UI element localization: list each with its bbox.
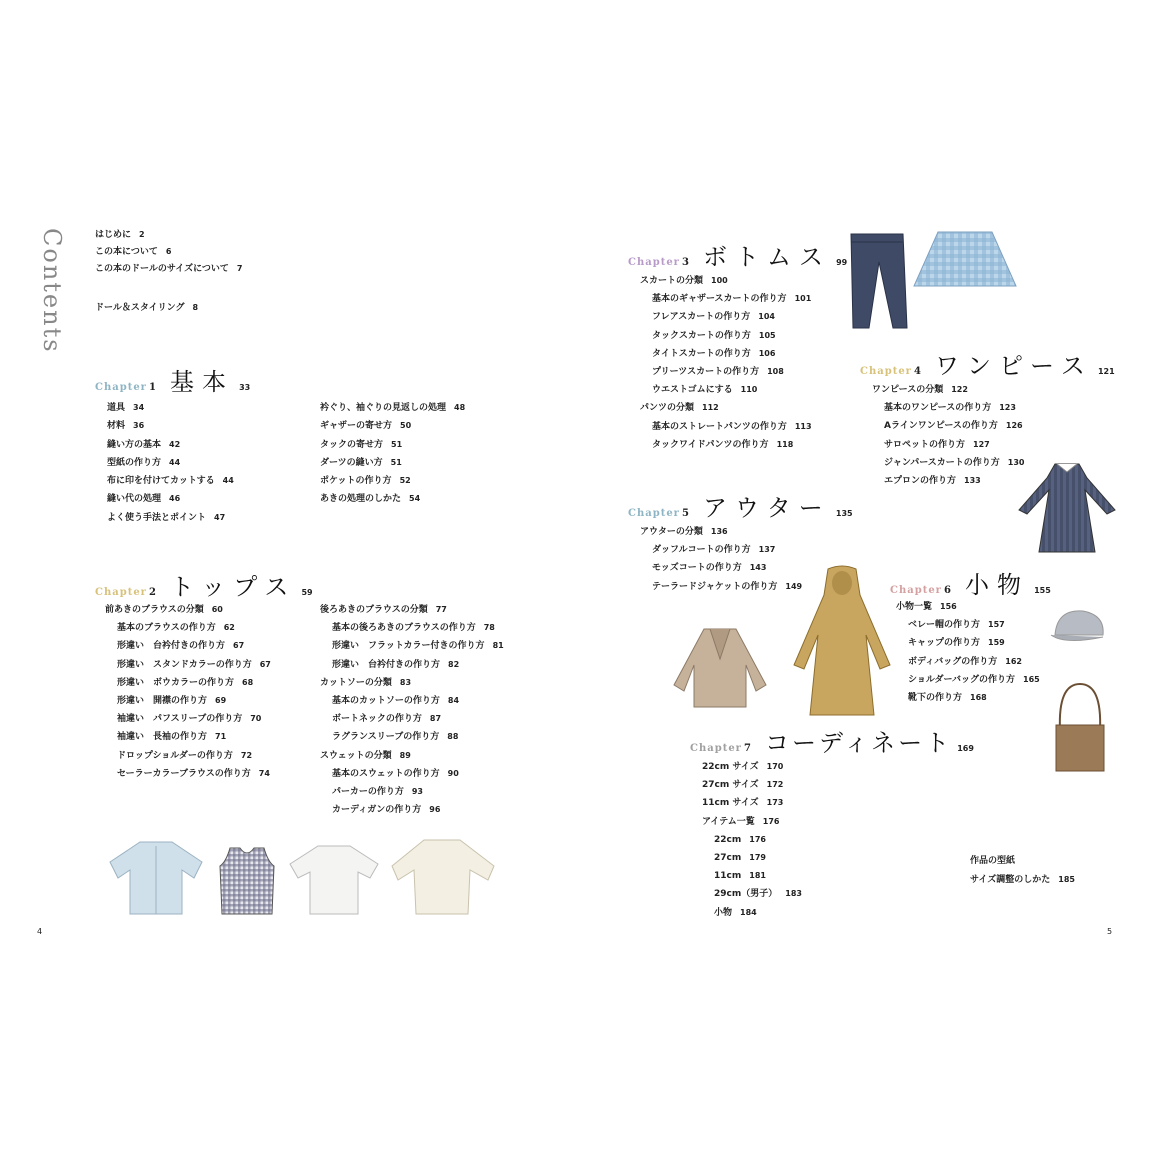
toc-entry-page: 78 [483, 623, 495, 633]
chapter-label: Chapter [628, 508, 680, 519]
chapter-number: 4 [913, 366, 922, 377]
chapter3-list [640, 272, 812, 454]
toc-entry [896, 634, 1040, 652]
page-number-right: 5 [1107, 927, 1113, 936]
chapter-label: Chapter [860, 366, 912, 377]
toc-entry [702, 758, 802, 776]
toc-entry [105, 637, 271, 655]
toc-entry-label: パンツの分類 [640, 403, 695, 414]
toc-entry-page: 83 [399, 677, 412, 687]
toc-entry-label: サロペットの作り方 [884, 439, 966, 450]
chapter-page: 135 [835, 509, 853, 518]
toc-entry-label: 形違い 台衿付きの作り方 [332, 659, 441, 670]
toc-entry-label: 形違い ボウカラーの作り方 [117, 677, 235, 688]
chapter2-col2 [320, 601, 504, 819]
toc-entry-label: 基本のブラウスの作り方 [117, 623, 216, 634]
toc-entry-page: 176 [762, 816, 780, 826]
toc-entry-label: あきの処理のしかた [320, 494, 402, 505]
chapter-number: 7 [743, 743, 752, 754]
chapter4-list [872, 381, 1024, 490]
chapter7-header [690, 723, 974, 758]
toc-entry-page: 100 [711, 276, 728, 285]
chapter-number: 2 [148, 587, 157, 598]
toc-entry-label: 基本のスウェットの作り方 [332, 768, 440, 779]
toc-entry-label: 11cm サイズ [702, 798, 759, 809]
toc-entry-label: カットソーの分類 [320, 677, 392, 688]
toc-entry-page: 2 [139, 230, 145, 239]
toc-entry-page: 52 [399, 476, 411, 486]
toc-entry-page: 69 [215, 695, 227, 705]
toc-entry-label: ダッフルコートの作り方 [652, 545, 751, 556]
toc-entry [872, 399, 1024, 417]
toc-entry [640, 436, 812, 454]
page-number-left: 4 [37, 927, 43, 936]
toc-entry-label: 前あきのブラウスの分類 [105, 605, 204, 615]
toc-entry-label: テーラードジャケットの作り方 [652, 581, 778, 592]
toc-entry [320, 674, 504, 692]
toc-entry-label: タックスカートの作り方 [652, 330, 751, 341]
toc-entry-label: ドール＆スタイリング [95, 303, 185, 313]
toc-entry-page: 101 [794, 294, 812, 304]
toc-entry-page: 149 [785, 581, 803, 591]
toc-entry [320, 472, 465, 490]
chapter5-list [640, 523, 802, 596]
toc-entry [320, 399, 465, 417]
toc-entry [320, 619, 504, 637]
toc-entry-label: 小物一覧 [896, 602, 933, 612]
toc-entry [105, 601, 271, 619]
toc-entry [320, 454, 465, 472]
toc-entry [896, 616, 1040, 634]
toc-entry-page: 36 [133, 421, 145, 431]
toc-entry [320, 801, 504, 819]
toc-entry-label: アウターの分類 [640, 527, 703, 537]
toc-entry-label: 22cm サイズ [702, 762, 759, 772]
vest-gingham-illustration [218, 844, 276, 916]
toc-entry [105, 619, 271, 637]
chapter2-col1 [105, 601, 271, 783]
toc-entry-page: 6 [165, 247, 172, 256]
toc-entry-page: 60 [211, 605, 223, 614]
toc-entry-label: 後ろあきのブラウスの分類 [320, 605, 428, 615]
toc-entry [702, 776, 802, 794]
toc-entry-page: 47 [214, 512, 226, 522]
toc-entry-page: 44 [169, 457, 181, 467]
tshirt-white-illustration [288, 842, 380, 918]
toc-entry-label: アイテム一覧 [702, 816, 755, 827]
toc-entry-page: 93 [411, 786, 423, 796]
toc-entry-label: スウェットの分類 [320, 750, 392, 761]
toc-entry-label: 型紙の作り方 [107, 457, 162, 468]
toc-entry-label: プリーツスカートの作り方 [652, 366, 760, 377]
toc-entry-label: ポケットの作り方 [320, 476, 392, 487]
toc-entry-page: 130 [1007, 457, 1025, 467]
toc-entry-page: 34 [133, 403, 145, 412]
toc-entry-label: カーディガンの作り方 [332, 805, 422, 816]
toc-entry [105, 747, 271, 765]
toc-entry-label: はじめに [95, 230, 132, 240]
toc-entry-page: 62 [223, 623, 235, 633]
chapter-page: 59 [301, 588, 313, 597]
chapter-label: Chapter [95, 587, 147, 598]
toc-entry [640, 381, 812, 399]
toc-entry-label: パーカーの作り方 [332, 786, 404, 797]
toc-entry-page: 70 [250, 714, 262, 724]
toc-entry-page: 108 [767, 366, 784, 376]
chapter-page: 155 [1034, 586, 1051, 595]
toc-entry-page: 137 [758, 545, 776, 555]
chapter-number: 5 [681, 508, 690, 519]
toc-entry-page: 112 [702, 403, 719, 413]
toc-entry-page: 156 [940, 602, 957, 611]
chapter1-col2 [320, 399, 465, 509]
toc-entry-label: ワンピースの分類 [872, 385, 944, 395]
toc-entry [896, 653, 1040, 671]
toc-entry [872, 381, 1024, 399]
toc-entry-label: ボディバッグの作り方 [908, 656, 998, 667]
toc-entry-label: エプロンの作り方 [884, 475, 957, 486]
toc-entry-page: 106 [758, 348, 776, 358]
toc-entry-page: 110 [740, 385, 758, 395]
chapter7-list [702, 758, 802, 922]
toc-entry-label: タックの寄せ方 [320, 439, 384, 450]
toc-entry [640, 290, 812, 308]
sweater-cream-illustration [388, 836, 498, 918]
toc-entry-page: 44 [222, 476, 234, 486]
toc-entry-page: 89 [399, 750, 411, 760]
toc-entry-page: 51 [391, 439, 403, 449]
chapter-title: アウター [703, 494, 831, 522]
toc-entry-page: 96 [429, 805, 441, 815]
chapter-label: Chapter [95, 382, 147, 393]
toc-entry-page: 133 [964, 475, 981, 485]
toc-entry [640, 559, 802, 577]
toc-entry-page: 82 [448, 659, 460, 669]
toc-entry-label: Aラインワンピースの作り方 [884, 421, 998, 432]
toc-entry [320, 601, 504, 619]
chapter6-list [896, 598, 1040, 707]
toc-entry-page: 170 [766, 762, 784, 771]
toc-entry-page: 42 [169, 439, 181, 449]
toc-entry [640, 345, 812, 363]
toc-entry-label: 基本のワンピースの作り方 [884, 403, 992, 414]
toc-entry-page: 176 [749, 834, 766, 844]
duffle-coat-illustration [790, 565, 895, 720]
chapter5-header [628, 488, 853, 523]
toc-entry-label: キャップの作り方 [908, 638, 981, 649]
toc-entry-label: ベレー帽の作り方 [908, 620, 981, 631]
toc-entry-label: 27cm [714, 852, 742, 863]
toc-entry [872, 454, 1024, 472]
toc-entry-label: 基本のカットソーの作り方 [332, 695, 440, 706]
toc-entry-page: 126 [1005, 421, 1023, 431]
toc-entry-page: 8 [192, 303, 199, 312]
chapter-number: 1 [148, 382, 157, 393]
toc-entry-label: ラグランスリーブの作り方 [332, 732, 440, 743]
toc-entry [640, 308, 812, 326]
toc-entry-page: 172 [766, 780, 784, 790]
toc-entry-label: 袖違い 長袖の作り方 [117, 732, 208, 743]
toc-entry-page: 157 [988, 620, 1005, 630]
toc-entry-label: 形違い スタンドカラーの作り方 [117, 659, 252, 670]
toc-entry [640, 272, 812, 290]
toc-entry-label: ショルダーバッグの作り方 [908, 674, 1016, 685]
toc-entry-page: 136 [710, 527, 728, 536]
toc-entry-label: 衿ぐり、袖ぐりの見返しの処理 [320, 403, 447, 413]
jeans-illustration [843, 232, 913, 332]
toc-entry [896, 671, 1040, 689]
toc-entry [105, 674, 271, 692]
toc-entry-page: 113 [794, 421, 812, 431]
chapter3-header [628, 237, 847, 272]
chapter4-header [860, 346, 1115, 381]
toc-entry-label: 縫い代の処理 [107, 494, 162, 505]
patterns-title: 作品の型紙 [970, 856, 1016, 866]
toc-entry-page: 118 [776, 439, 794, 449]
toc-entry [320, 710, 504, 728]
toc-entry [105, 765, 271, 783]
toc-entry [320, 728, 504, 746]
toc-entry [702, 831, 802, 849]
toc-entry [107, 454, 234, 472]
toc-entry [320, 436, 465, 454]
chapter-page: 33 [239, 383, 251, 392]
chapter-title: ワンピース [935, 352, 1093, 380]
toc-entry-label: 基本の後ろあきのブラウスの作り方 [332, 623, 476, 634]
toc-entry-label: モッズコートの作り方 [652, 563, 742, 574]
toc-entry-page: 81 [492, 641, 504, 651]
toc-entry-label: 形違い 台衿付きの作り方 [117, 641, 226, 652]
toc-entry-label: タックワイドパンツの作り方 [652, 439, 769, 450]
chapter-title: 小物 [965, 571, 1030, 599]
toc-entry [872, 472, 1024, 490]
toc-entry-page: 74 [258, 768, 270, 778]
toc-entry [95, 260, 243, 277]
toc-entry-page: 179 [749, 852, 766, 862]
toc-entry-page: 90 [447, 768, 459, 778]
toc-entry-label: 布に印を付けてカットする [107, 476, 215, 487]
toc-entry-page: 77 [435, 605, 447, 614]
toc-entry [872, 436, 1024, 454]
toc-entry-label: スカートの分類 [640, 276, 704, 286]
toc-entry-page: 127 [973, 439, 990, 449]
chapter-number: 3 [681, 257, 690, 268]
toc-entry-page: 88 [447, 732, 459, 742]
chapter-page: 99 [836, 258, 848, 267]
toc-entry-page: 123 [999, 403, 1016, 413]
toc-entry [896, 689, 1040, 707]
toc-entry [640, 399, 812, 417]
toc-entry [320, 637, 504, 655]
toc-entry-page: 122 [951, 385, 968, 394]
toc-entry-page: 54 [409, 494, 421, 504]
toc-entry [107, 399, 234, 417]
toc-entry-label: ウエストゴムにする [652, 385, 733, 396]
shoulder-bag-illustration [1050, 680, 1110, 775]
toc-entry-label: 基本のストレートパンツの作り方 [652, 421, 787, 432]
toc-entry [95, 299, 243, 316]
plaid-skirt-illustration [910, 230, 1020, 290]
chapter-number: 6 [943, 585, 952, 596]
toc-entry-page: 162 [1005, 656, 1022, 666]
toc-entry [320, 490, 465, 508]
toc-entry-label: ボートネックの作り方 [332, 714, 422, 725]
toc-entry [105, 692, 271, 710]
chapter-page: 169 [957, 744, 974, 753]
chapter1-header [95, 362, 250, 397]
toc-entry-label: フレアスカートの作り方 [652, 312, 751, 323]
toc-entry-label: 基本のギャザースカートの作り方 [652, 294, 787, 305]
toc-entry [640, 418, 812, 436]
chapter2-header [95, 567, 313, 602]
toc-entry-label: 材料 [107, 421, 126, 432]
toc-entry [95, 243, 243, 260]
toc-entry-label: この本のドールのサイズについて [95, 264, 229, 274]
toc-entry-page: 7 [236, 264, 243, 273]
toc-entry-page: 46 [169, 494, 181, 504]
toc-entry [320, 783, 504, 801]
toc-entry [107, 509, 234, 527]
toc-entry [640, 523, 802, 541]
toc-entry-page: 87 [429, 714, 442, 724]
toc-entry [95, 226, 243, 243]
toc-entry-page: 72 [240, 750, 253, 760]
toc-entry-label: タイトスカートの作り方 [652, 348, 751, 359]
toc-entry-page: 105 [758, 330, 776, 340]
toc-entry-label: 靴下の作り方 [908, 692, 963, 703]
toc-entry-label: 縫い方の基本 [107, 439, 162, 450]
toc-entry-label: 形違い フラットカラー付きの作り方 [332, 641, 485, 652]
toc-entry-page: 84 [447, 695, 460, 705]
toc-entry-page: 68 [242, 677, 254, 687]
toc-entry [702, 813, 802, 831]
patterns-sub [970, 871, 1075, 889]
chapter-label: Chapter [890, 585, 942, 596]
toc-entry-page: 184 [740, 907, 757, 917]
chapter-title: 基本 [170, 368, 235, 396]
toc-entry-label: セーラーカラーブラウスの作り方 [117, 768, 251, 779]
toc-entry-page: 71 [215, 732, 227, 742]
toc-entry [320, 692, 504, 710]
toc-entry [896, 598, 1040, 616]
toc-entry [105, 728, 271, 746]
toc-entry-page: 165 [1023, 674, 1040, 684]
shirt-blue-illustration [106, 838, 206, 918]
toc-entry-label: 形違い 開襟の作り方 [117, 695, 208, 706]
toc-entry [640, 327, 812, 345]
toc-entry-page: 168 [970, 692, 987, 702]
toc-entry-label: 袖違い パフスリーブの作り方 [117, 714, 243, 725]
toc-entry-label: 22cm [714, 834, 742, 845]
toc-entry [320, 765, 504, 783]
toc-entry [702, 885, 802, 903]
chapter-label: Chapter [690, 743, 742, 754]
toc-entry [320, 747, 504, 765]
toc-entry-page: 50 [400, 421, 412, 431]
toc-entry [640, 363, 812, 381]
toc-entry-label: ギャザーの寄せ方 [320, 421, 393, 432]
toc-entry-page: 104 [758, 312, 775, 322]
toc-entry [702, 849, 802, 867]
toc-entry-page: 48 [454, 403, 466, 412]
toc-entry-label: ドロップショルダーの作り方 [117, 750, 233, 761]
toc-entry [320, 417, 465, 435]
toc-entry-label: よく使う手法とポイント [107, 512, 207, 523]
toc-entry [107, 490, 234, 508]
toc-entry-page: 51 [390, 457, 402, 467]
toc-entry-page: 67 [259, 659, 271, 669]
toc-entry-page: 67 [233, 641, 245, 651]
cap-illustration [1045, 605, 1110, 650]
toc-entry-label: 小物 [714, 907, 733, 918]
toc-entry [107, 472, 234, 490]
chapter6-header [890, 565, 1051, 600]
toc-entry-label: ダーツの縫い方 [320, 457, 383, 468]
toc-entry-label: ジャンパースカートの作り方 [884, 457, 1000, 468]
toc-entry-label: 29cm（男子） [714, 889, 778, 900]
toc-entry-page: 143 [749, 563, 767, 573]
chapter-label: Chapter [628, 257, 680, 268]
patterns-sub-page: 185 [1058, 875, 1075, 884]
toc-entry [702, 867, 802, 885]
toc-entry [872, 417, 1024, 435]
dress-illustration [1015, 460, 1120, 555]
toc-entry [640, 578, 802, 596]
toc-entry-label: 道具 [107, 403, 126, 413]
toc-entry-label: この本について [95, 247, 158, 257]
toc-entry [105, 656, 271, 674]
chapter-title: コーディネート [765, 729, 953, 757]
toc-entry [702, 794, 802, 812]
contents-title: Contents [38, 228, 66, 354]
chapter1-col1 [107, 399, 234, 527]
toc-entry-label: 27cm サイズ [702, 780, 759, 791]
toc-entry [107, 436, 234, 454]
toc-entry-page: 181 [749, 871, 766, 881]
patterns-sub-label: サイズ調整のしかた [970, 875, 1051, 885]
jacket-illustration [670, 625, 770, 710]
chapter-title: トップス [170, 573, 297, 601]
chapter-title: ボトムス [703, 243, 832, 271]
chapter-page: 121 [1097, 367, 1115, 376]
toc-entry [105, 710, 271, 728]
intro-list [95, 226, 243, 316]
toc-entry-page: 173 [766, 798, 784, 808]
toc-entry [107, 417, 234, 435]
toc-entry-label: 11cm [714, 871, 742, 882]
toc-entry [320, 656, 504, 674]
toc-entry-page: 183 [785, 889, 802, 899]
toc-entry [640, 541, 802, 559]
toc-entry-page: 159 [988, 638, 1005, 648]
toc-entry [702, 904, 802, 922]
